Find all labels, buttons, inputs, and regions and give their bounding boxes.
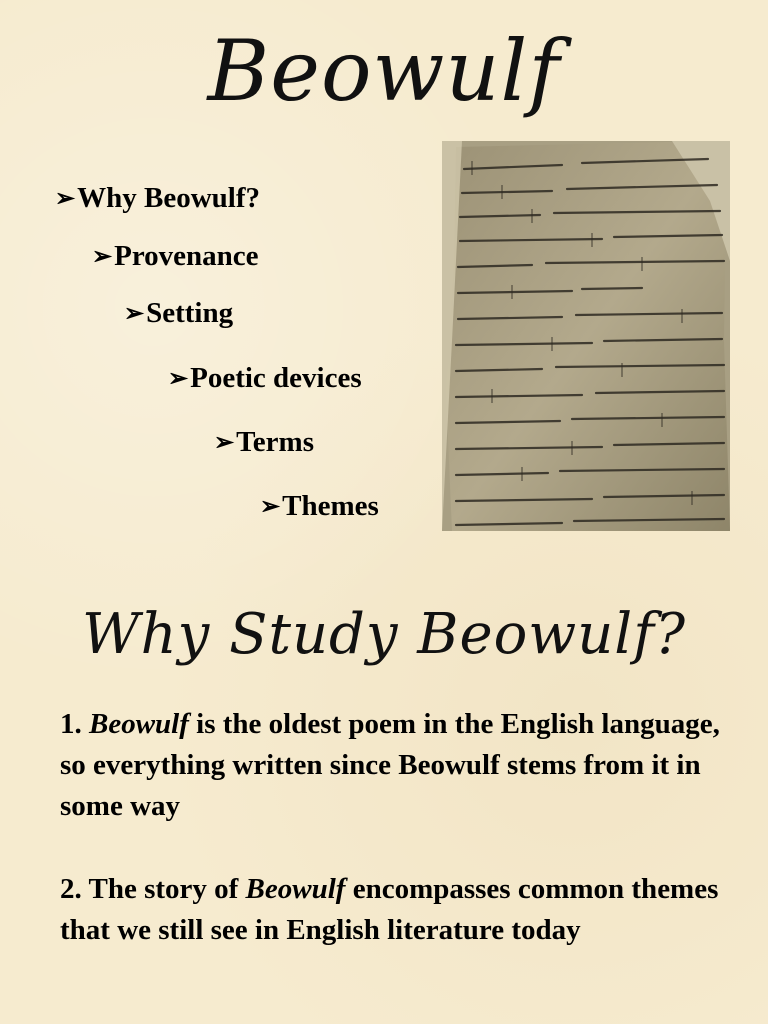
point-number: 2. (60, 873, 82, 905)
arrow-right-icon: ➢ (214, 429, 235, 456)
bullet-item (214, 426, 314, 459)
bullet-label: Why Beowulf? (77, 182, 260, 214)
manuscript-image (442, 141, 730, 531)
arrow-right-icon: ➢ (55, 185, 76, 212)
bullet-label: Setting (146, 297, 234, 329)
point-text: encompasses common themes that we still see in English literature today (60, 873, 719, 946)
poem-title: Beowulf (245, 873, 346, 905)
bullet-item (260, 490, 379, 523)
bullet-item (55, 182, 260, 215)
slide-title: Why Study Beowulf? (82, 602, 686, 667)
bullet-item (168, 362, 362, 395)
arrow-right-icon: ➢ (124, 300, 145, 327)
bullet-item (92, 240, 259, 273)
point-1 (60, 704, 740, 827)
poem-title: Beowulf (89, 708, 189, 740)
bullet-label: Poetic devices (190, 362, 362, 394)
arrow-right-icon: ➢ (92, 243, 113, 270)
bullet-label: Provenance (114, 240, 259, 272)
slide-title: Beowulf (207, 22, 561, 120)
bullet-label: Terms (236, 426, 314, 458)
arrow-right-icon: ➢ (168, 365, 189, 392)
point-text-pre: The story of (81, 873, 246, 905)
slide-why-study (0, 560, 768, 1024)
point-text: is the oldest poem in the English language, so everything written since Beowulf stems from it in some way (60, 708, 720, 822)
bullet-label: Themes (282, 490, 379, 522)
arrow-right-icon: ➢ (260, 493, 281, 520)
point-number: 1. (60, 708, 82, 740)
point-2 (60, 869, 740, 951)
bullet-item (124, 297, 233, 330)
